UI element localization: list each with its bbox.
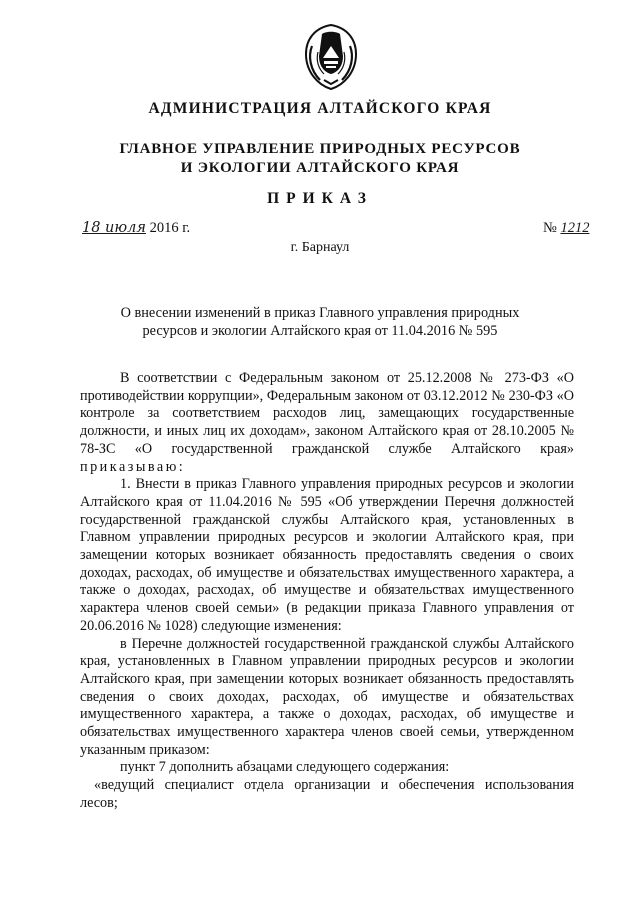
preamble-paragraph bbox=[80, 370, 574, 476]
quoted-position-paragraph: «ведущий специалист отдела организации и обеспечения использования лесов; bbox=[80, 777, 574, 811]
number-sign: № bbox=[543, 220, 561, 236]
order-subject bbox=[60, 304, 580, 340]
preamble-text: В соответствии с Федеральным законом от 25.12.2008 № 273-ФЗ «О противодействии коррупции», Федеральным законом от 03.12.2012 № 230-ФЗ «О контроле за соответствием расходов лиц, замещающих государственные должности, и иных лиц их доходам», законом Алтайского края от 28.10.2005 № 78-ЗС «О государственной гражданской службе Алтайского края» bbox=[80, 370, 574, 457]
date-year: 2016 г. bbox=[146, 220, 191, 236]
subject-line2: ресурсов и экологии Алтайского края от 11.04.2016 № 595 bbox=[142, 323, 498, 339]
department-heading-line2: И ЭКОЛОГИИ АЛТАЙСКОГО КРАЯ bbox=[180, 160, 460, 176]
coat-of-arms-emblem bbox=[300, 22, 362, 92]
handwritten-number: 1212 bbox=[560, 220, 590, 236]
department-heading bbox=[60, 140, 580, 178]
subject-line1: О внесении изменений в приказ Главного управления природных bbox=[120, 305, 520, 321]
order-date bbox=[82, 220, 190, 237]
order-number bbox=[543, 220, 589, 237]
order-word: приказываю: bbox=[80, 458, 186, 475]
administration-heading: АДМИНИСТРАЦИЯ АЛТАЙСКОГО КРАЯ bbox=[148, 100, 492, 117]
handwritten-date: 18 июля bbox=[82, 220, 146, 236]
point-7-paragraph: пункт 7 дополнить абзацами следующего содержания: bbox=[120, 759, 450, 776]
order-body bbox=[80, 370, 574, 813]
city-label: г. Барнаул bbox=[290, 240, 350, 255]
item-1-paragraph: 1. Внести в приказ Главного управления природных ресурсов и экологии Алтайского края от 11.04.2016 № 595 «Об утверждении Перечня должностей государственной гражданской службы Алтайского края, установленных в Главном управлении природных ресурсов и экологии Алтайского края, при замещении которых возникает обязанность предоставлять сведения о своих доходах, расходах, об имуществе и обязательствах имущественного характера, а также о доходах, расходах, об имуществе и обязательствах имущественного характера членов своей семьи» (в редакции приказа Главного управления от 20.06.2016 № 1028) следующие изменения: bbox=[80, 476, 574, 634]
department-heading-line1: ГЛАВНОЕ УПРАВЛЕНИЕ ПРИРОДНЫХ РЕСУРСОВ bbox=[119, 141, 521, 157]
list-change-paragraph: в Перечне должностей государственной гражданской службы Алтайского края, установленных в Главном управлении природных ресурсов и экологии Алтайского края, при замещении которых возникает обязанность предоставлять сведения о своих доходах, расходах, об имуществе и обязательствах имущественного характера, а также о доходах, расходах, об имуществе и обязательствах имущественного характера членов своей семьи, утвержденном указанным приказом: bbox=[80, 635, 574, 758]
document-type-heading: ПРИКАЗ bbox=[267, 190, 373, 207]
